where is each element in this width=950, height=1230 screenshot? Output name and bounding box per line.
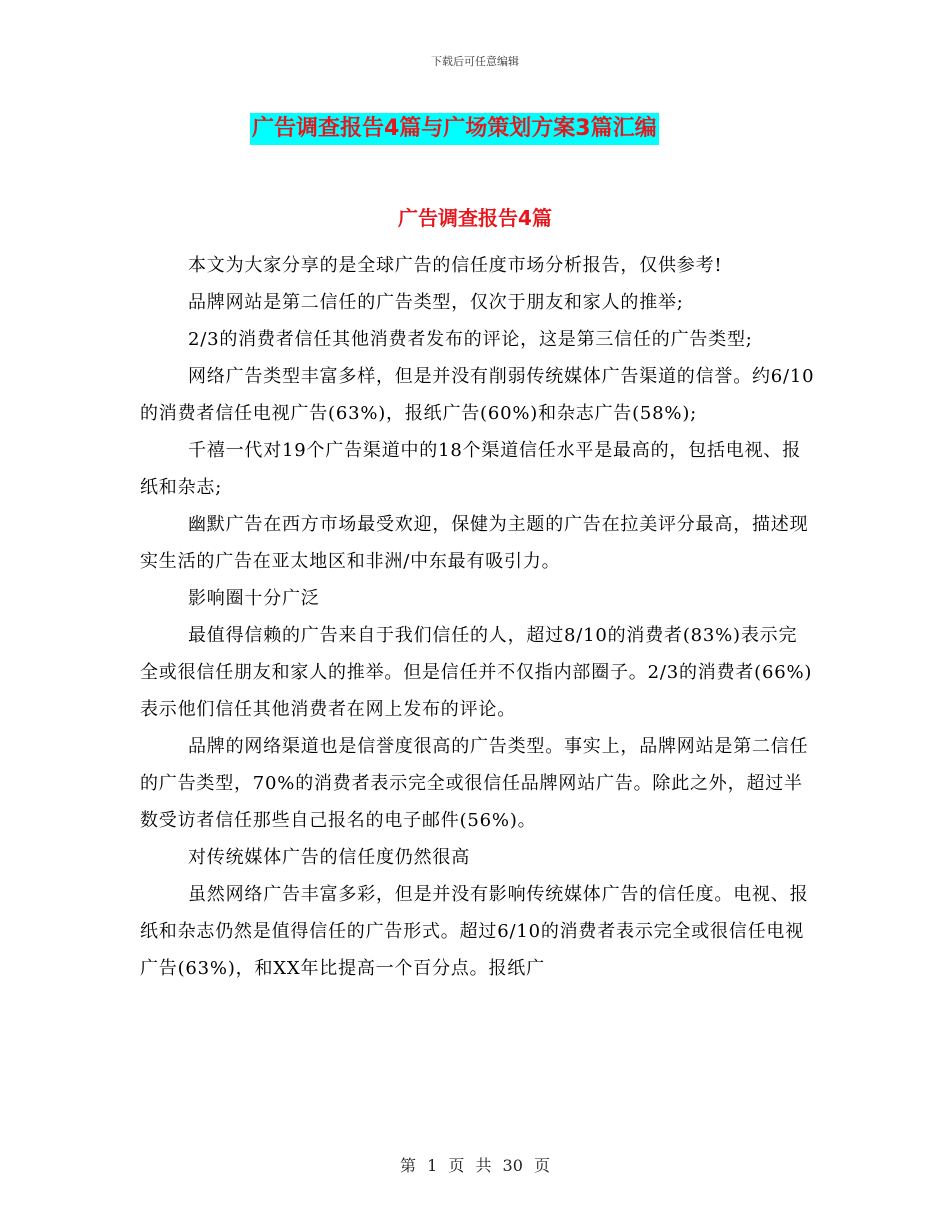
paragraph: 品牌的网络渠道也是信誉度很高的广告类型。事实上，品牌网站是第二信任的广告类型，70%的消费者表示完全或很信任品牌网站广告。除此之外，超过半数受访者信任那些自己报名的电子邮件(56%)。 [140,736,809,831]
page-footer: 第 1 页 共 30 页 [400,1156,550,1175]
paragraph: 千禧一代对19个广告渠道中的18个渠道信任水平是最高的，包括电视、报纸和杂志; [140,440,802,498]
paragraph: 本文为大家分享的是全球广告的信任度市场分析报告，仅供参考! [188,255,723,276]
paragraph: 品牌网站是第二信任的广告类型，仅次于朋友和家人的推举; [188,292,684,313]
paragraph: 虽然网络广告丰富多彩，但是并没有影响传统媒体广告的信任度。电视、报纸和杂志仍然是值得信任的广告形式。超过6/10的消费者表示完全或很信任电视广告(63%)，和XX年比提高一个百分点。报纸广 [140,884,809,979]
section-title: 广告调查报告4篇 [398,206,552,230]
paragraph: 网络广告类型丰富多样，但是并没有削弱传统媒体广告渠道的信誉。约6/10的消费者信任电视广告(63%)，报纸广告(60%)和杂志广告(58%); [140,366,815,424]
document-title: 广告调查报告4篇与广场策划方案3篇汇编 [250,113,659,145]
subheading: 对传统媒体广告的信任度仍然很高 [188,847,470,868]
paragraph: 最值得信赖的广告来自于我们信任的人，超过8/10的消费者(83%)表示完全或很信任朋友和家人的推举。但是信任并不仅指内部圈子。2/3的消费者(66%)表示他们信任其他消费者在网上发布的评论。 [140,625,813,720]
paragraph: 2/3的消费者信任其他消费者发布的评论，这是第三信任的广告类型; [188,329,753,350]
page-header-note: 下载后可任意编辑 [431,55,519,68]
subheading: 影响圈十分广泛 [188,588,320,609]
paragraph: 幽默广告在西方市场最受欢迎，保健为主题的广告在拉美评分最高，描述现实生活的广告在亚太地区和非洲/中东最有吸引力。 [140,514,809,572]
document-body [140,247,816,987]
